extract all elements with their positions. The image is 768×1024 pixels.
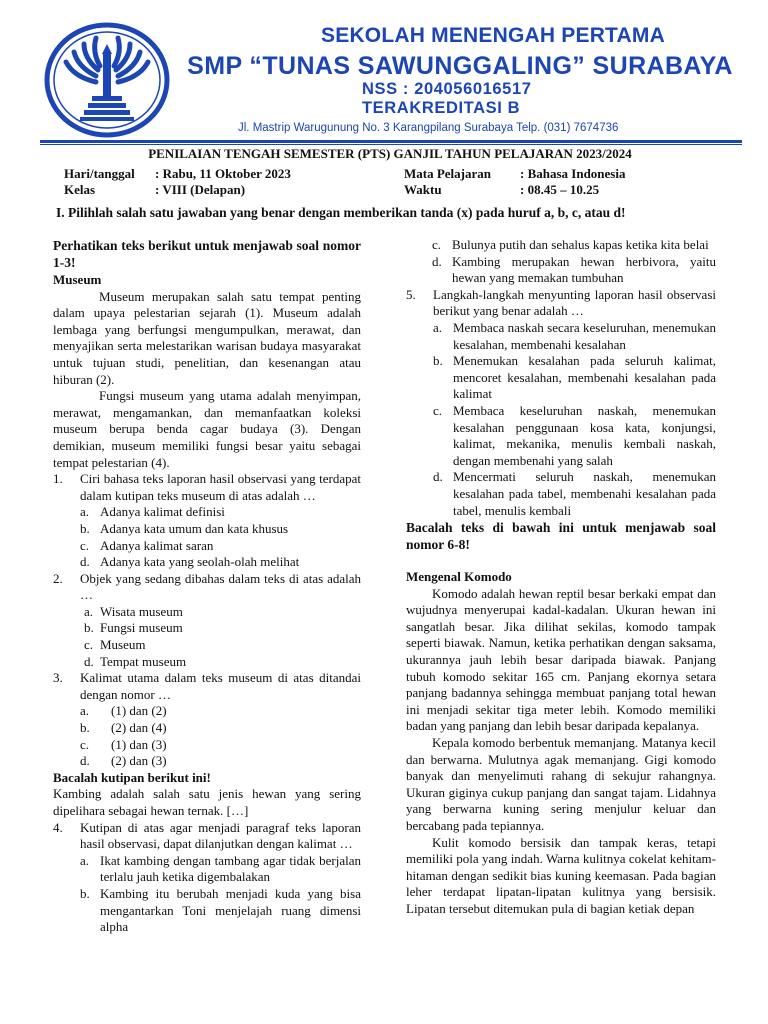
option-text: Membaca keseluruhan naskah, menemukan kesalahan penggunaan kosa kata, konjungsi, kalimat, mekanika, menulis kembali naskah, dengan membenahi yang salah	[453, 402, 716, 468]
option-letter: c.	[84, 637, 94, 653]
answer-option[interactable]	[406, 353, 716, 403]
option-letter: c.	[80, 736, 90, 752]
answer-option[interactable]	[53, 753, 361, 770]
passage-intro: Perhatikan teks berikut untuk menjawab soal nomor 1-3!	[53, 238, 361, 270]
section-instruction: I. Pilihlah salah satu jawaban yang benar dengan memberikan tanda (x) pada huruf a, b, c, atau d!	[56, 205, 626, 220]
answer-option[interactable]	[53, 703, 361, 720]
passage-paragraph: Kepala komodo berbentuk memanjang. Matanya kecil dan berwarna. Mulutnya agak memanjang. Gigi komodo banyak dan menyelimuti rahang di sekujur rahangnya. Ukuran giginya cukup panjang dan sangat tajam. Lidahnya yang berwarna kuning sering menjulur keluar dan bercabang pada tepiannya.	[406, 735, 716, 833]
option-letter: d.	[84, 653, 94, 669]
subject-label: Mata Pelajaran	[404, 166, 492, 181]
question-5	[406, 287, 716, 320]
question-number: 3.	[53, 670, 63, 686]
answer-option[interactable]	[53, 853, 361, 886]
option-letter: a.	[80, 504, 90, 520]
option-letter: a.	[84, 603, 94, 619]
right-column	[406, 237, 716, 918]
option-letter: c.	[433, 402, 443, 418]
option-text: Bulunya putih dan sehalus kapas ketika kita belai	[452, 237, 709, 252]
option-text: Mencermati seluruh naskah, menemukan kesalahan pada tabel, membenahi kesalahan pada tabel, menulis kembali	[453, 469, 716, 518]
letterhead	[0, 0, 768, 145]
passage-paragraph: Fungsi museum yang utama adalah menyimpan, merawat, mengamankan, dan memanfaatkan koleksi museum berupa benda cagar budaya (3). Dengan demikian, museum memiliki fungsi besar yaitu sebagai tempat pelestarian (4).	[53, 388, 361, 470]
passage-intro: Bacalah teks di bawah ini untuk menjawab soal nomor 6-8!	[406, 520, 716, 553]
excerpt-text: Kambing adalah salah satu jenis hewan yang sering dipelihara sebagai hewan ternak. […]	[53, 786, 361, 818]
answer-option[interactable]	[406, 469, 716, 519]
option-letter: a.	[80, 703, 90, 719]
passage-title: Museum	[53, 272, 102, 287]
option-text: (2) dan (3)	[111, 753, 167, 769]
school-type: SEKOLAH MENENGAH PERTAMA	[321, 24, 665, 47]
option-text: Membaca naskah secara keseluruhan, menemukan kesalahan, membenahi kesalahan	[453, 319, 716, 352]
option-text: (2) dan (4)	[111, 720, 167, 736]
answer-option[interactable]	[53, 886, 361, 936]
option-text: (1) dan (2)	[111, 703, 167, 719]
option-text: Tempat museum	[100, 653, 187, 669]
header-divider	[40, 140, 742, 143]
option-letter: d.	[80, 554, 90, 570]
question-number: 2.	[53, 570, 63, 586]
option-letter: b.	[80, 885, 90, 901]
answer-option[interactable]	[53, 554, 361, 571]
option-text: Adanya kalimat definisi	[100, 504, 225, 520]
question-text: Objek yang sedang dibahas dalam teks di atas adalah …	[80, 570, 361, 603]
question-1	[53, 471, 361, 504]
answer-option[interactable]	[53, 604, 361, 621]
question-text: Kalimat utama dalam teks museum di atas ditandai dengan nomor …	[80, 670, 361, 702]
school-nss: NSS : 204056016517	[362, 80, 532, 98]
question-number: 5.	[406, 286, 416, 302]
question-4	[53, 820, 361, 853]
answer-option[interactable]	[53, 737, 361, 754]
option-text: Ikat kambing dengan tambang agar tidak berjalan terlalu jauh ketika digembalakan	[100, 852, 361, 885]
passage-paragraph: Museum merupakan salah satu tempat penting dalam upaya pelestarian sejarah (1). Museum adalah lembaga yang berfungsi mengumpulkan, merawat, dan menyajikan serta melestarikan warisan budaya masyarakat untuk tujuan studi, penelitian, dan kesenangan atau hiburan (2).	[53, 288, 361, 387]
answer-option[interactable]	[53, 538, 361, 555]
school-address: Jl. Mastrip Warugunung No. 3 Karangpilang Surabaya Telp. (031) 7674736	[238, 122, 619, 134]
class-label: Kelas	[64, 182, 96, 197]
question-number: 1.	[53, 471, 63, 487]
option-letter: c.	[80, 537, 90, 553]
option-letter: c.	[432, 237, 442, 252]
header-divider-thin	[40, 144, 742, 145]
option-letter: a.	[80, 852, 90, 868]
passage-paragraph: Komodo adalah hewan reptil besar berkaki empat dan wujudnya menyerupai kadal-kadalan. Ukuran hewan ini sangatlah besar. Jika dilihat sekilas, komodo tampak seperti biawak. Namun, ketika perhatikan dengan saksama, ukurannya jauh lebih besar daripada biawak. Panjang tubuh komodo sekitar 165 cm. Panjang ekornya setara panjang badannya sehingga membuat panjang total hewan ini menjadi sekitar tiga meter lebih. Komodo memiliki badan yang panjang dan lebih besar daripada kepalanya.	[406, 585, 716, 734]
option-text: Museum	[100, 637, 146, 653]
option-letter: d.	[433, 469, 443, 485]
question-text: Langkah-langkah menyunting laporan hasil observasi berikut yang benar adalah …	[433, 286, 716, 319]
option-text: Adanya kata umum dan kata khusus	[100, 520, 289, 536]
time-value: : 08.45 – 10.25	[520, 182, 600, 197]
accreditation: TERAKREDITASI B	[362, 99, 521, 117]
class-value: : VIII (Delapan)	[155, 182, 246, 197]
answer-option[interactable]	[53, 637, 361, 654]
answer-option[interactable]	[53, 620, 361, 637]
question-text: Kutipan di atas agar menjadi paragraf teks laporan hasil observasi, dapat dilanjutkan dengan kalimat …	[80, 819, 361, 852]
answer-option[interactable]	[53, 521, 361, 538]
option-text: Adanya kalimat saran	[100, 537, 214, 553]
answer-option[interactable]	[406, 254, 716, 287]
option-letter: b.	[80, 520, 90, 536]
left-column	[53, 237, 361, 936]
option-text: Kambing itu berubah menjadi kuda yang bisa mengantarkan Toni menjelajah ruang dimensi alpha	[100, 885, 361, 935]
option-letter: b.	[80, 720, 90, 736]
question-3	[53, 670, 361, 703]
answer-option[interactable]	[406, 403, 716, 469]
option-letter: b.	[84, 620, 94, 636]
exam-title: PENILAIAN TENGAH SEMESTER (PTS) GANJIL TAHUN PELAJARAN 2023/2024	[148, 146, 632, 161]
question-number: 4.	[53, 819, 63, 835]
option-letter: b.	[433, 353, 443, 369]
answer-option[interactable]	[53, 504, 361, 521]
answer-option[interactable]	[406, 320, 716, 353]
option-text: Kambing merupakan hewan herbivora, yaitu hewan yang memakan tumbuhan	[452, 253, 716, 286]
option-letter: a.	[433, 319, 443, 335]
school-name: SMP “TUNAS SAWUNGGALING” SURABAYA	[187, 52, 733, 80]
answer-option[interactable]	[53, 654, 361, 671]
option-letter: d.	[80, 753, 90, 769]
option-letter: d.	[432, 253, 442, 269]
excerpt-intro: Bacalah kutipan berikut ini!	[53, 769, 211, 785]
question-text: Ciri bahasa teks laporan hasil observasi yang terdapat dalam kutipan teks museum di atas adalah …	[80, 471, 361, 503]
question-2	[53, 571, 361, 604]
day-value: : Rabu, 11 Oktober 2023	[155, 166, 291, 181]
day-label: Hari/tanggal	[64, 166, 135, 181]
option-text: Wisata museum	[100, 603, 183, 619]
option-text: Menemukan kesalahan pada seluruh kalimat, mencoret kesalahan, membenahi kesalahan pada kalimat	[453, 353, 716, 402]
option-text: Adanya kata yang seolah-olah melihat	[100, 554, 300, 570]
option-text: (1) dan (3)	[111, 736, 167, 752]
time-label: Waktu	[404, 182, 442, 197]
passage-paragraph: Kulit komodo bersisik dan tampak keras, tetapi memiliki pola yang indah. Warna kulitnya cokelat kehitam-hitaman dengan sedikit bias kuning keemasan. Pada bagian leher terdapat lipatan-lipatan kulitnya yang bersisik. Lipatan tersebut ditemukan pula di bagian ketiak depan	[406, 834, 716, 916]
subject-value: : Bahasa Indonesia	[520, 166, 626, 181]
passage-title: Mengenal Komodo	[406, 569, 512, 585]
school-logo	[44, 22, 170, 138]
answer-option[interactable]	[53, 720, 361, 737]
option-text: Fungsi museum	[100, 620, 183, 636]
answer-option[interactable]	[406, 237, 716, 254]
